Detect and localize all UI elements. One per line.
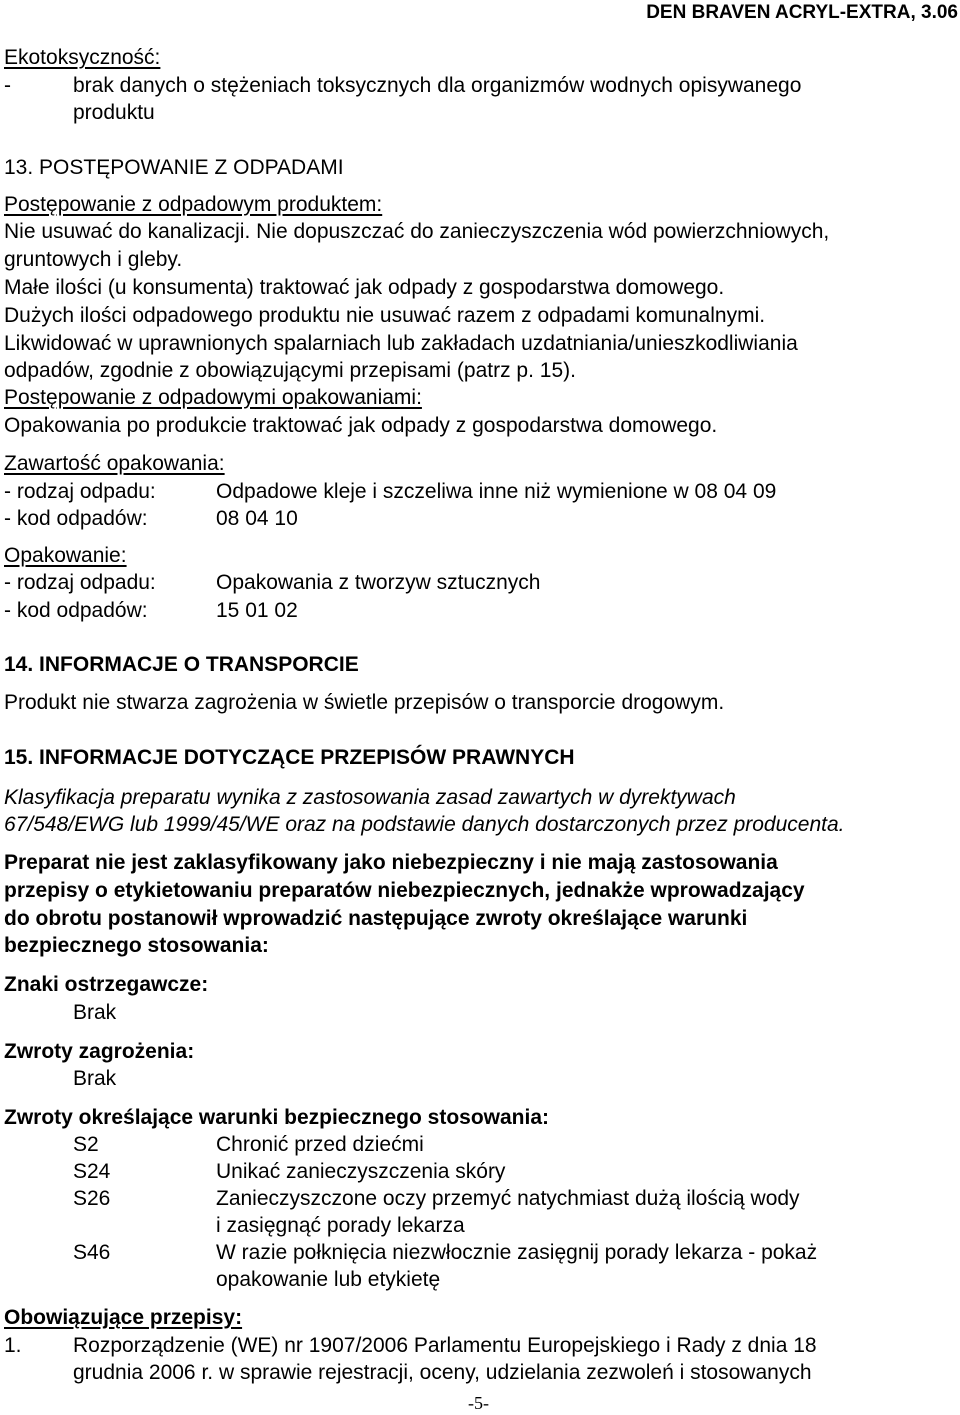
product-waste-title: Postępowanie z odpadowym produktem: xyxy=(4,193,383,216)
safety-phrase-text: Unikać zanieczyszczenia skóry xyxy=(216,1160,506,1183)
product-waste-line: Nie usuwać do kanalizacji. Nie dopuszczać do zanieczyszczenia wód powierzchniowych, xyxy=(4,220,830,243)
safety-phrase-text: Zanieczyszczone oczy przemyć natychmiast dużą ilością wody xyxy=(216,1187,800,1210)
packaging-code-label: - kod odpadów: xyxy=(4,599,148,622)
safety-phrases-title: Zwroty określające warunki bezpiecznego stosowania: xyxy=(4,1106,549,1129)
classification-statement-line: bezpiecznego stosowania: xyxy=(4,934,269,957)
packaging-type-label: - rodzaj odpadu: xyxy=(4,571,156,594)
safety-phrase-code: S24 xyxy=(73,1160,111,1183)
classification-note-line1: Klasyfikacja preparatu wynika z zastosowania zasad zawartych w dyrektywach xyxy=(4,786,736,809)
page-number: -5- xyxy=(468,1393,489,1413)
product-waste-line: Małe ilości (u konsumenta) traktować jak odpady z gospodarstwa domowego. xyxy=(4,276,725,299)
product-waste-line: gruntowych i gleby. xyxy=(4,248,183,271)
section-14-heading: 14. INFORMACJE O TRANSPORCIE xyxy=(4,653,359,676)
ecotoxicity-text-line2: produktu xyxy=(73,101,155,124)
content-type-label: - rodzaj odpadu: xyxy=(4,480,156,503)
ecotoxicity-text-line1: brak danych o stężeniach toksycznych dla organizmów wodnych opisywanego xyxy=(73,74,802,97)
risk-phrases-title: Zwroty zagrożenia: xyxy=(4,1040,195,1063)
classification-note-line2: 67/548/EWG lub 1999/45/WE oraz na podstawie danych dostarczonych przez producenta. xyxy=(4,813,845,836)
safety-phrase-code: S2 xyxy=(73,1133,99,1156)
product-waste-line: odpadów, zgodnie z obowiązującymi przepisami (patrz p. 15). xyxy=(4,359,576,382)
content-type-value: Odpadowe kleje i szczeliwa inne niż wymienione w 08 04 09 xyxy=(216,480,777,503)
classification-statement-line: przepisy o etykietowaniu preparatów niebezpiecznych, jednakże wprowadzający xyxy=(4,879,805,902)
classification-statement-line: do obrotu postanowił wprowadzić następujące zwroty określające warunki xyxy=(4,907,748,930)
packaging-code-value: 15 01 02 xyxy=(216,599,298,622)
warning-signs-value: Brak xyxy=(73,1001,117,1024)
packaging-waste-title: Postępowanie z odpadowymi opakowaniami: xyxy=(4,386,422,409)
list-dash: - xyxy=(4,74,11,97)
classification-statement-line: Preparat nie jest zaklasyfikowany jako niebezpieczny i nie mają zastosowania xyxy=(4,851,778,874)
regulation-text-line1: Rozporządzenie (WE) nr 1907/2006 Parlamentu Europejskiego i Rady z dnia 18 xyxy=(73,1334,817,1357)
safety-phrase-text: W razie połknięcia niezwłocznie zasięgnij porady lekarza - pokaż xyxy=(216,1241,818,1264)
regulations-title: Obowiązujące przepisy: xyxy=(4,1306,243,1329)
packaging-type-value: Opakowania z tworzyw sztucznych xyxy=(216,571,541,594)
regulation-text-line2: grudnia 2006 r. w sprawie rejestracji, oceny, udzielania zezwoleń i stosowanych xyxy=(73,1361,812,1384)
content-code-label: - kod odpadów: xyxy=(4,507,148,530)
safety-phrase-code: S46 xyxy=(73,1241,111,1264)
risk-phrases-value: Brak xyxy=(73,1067,117,1090)
section-13-heading: 13. POSTĘPOWANIE Z ODPADAMI xyxy=(4,156,344,179)
packaging-waste-text: Opakowania po produkcie traktować jak odpady z gospodarstwa domowego. xyxy=(4,414,718,437)
document-header-title: DEN BRAVEN ACRYL-EXTRA, 3.06 xyxy=(646,2,958,23)
transport-text: Produkt nie stwarza zagrożenia w świetle przepisów o transporcie drogowym. xyxy=(4,691,725,714)
content-code-value: 08 04 10 xyxy=(216,507,298,530)
section-15-heading: 15. INFORMACJE DOTYCZĄCE PRZEPISÓW PRAWNYCH xyxy=(4,746,575,769)
packaging-title: Opakowanie: xyxy=(4,544,127,567)
content-title: Zawartość opakowania: xyxy=(4,452,225,475)
safety-phrase-text-cont: opakowanie lub etykietę xyxy=(216,1268,441,1291)
warning-signs-title: Znaki ostrzegawcze: xyxy=(4,973,209,996)
safety-phrase-code: S26 xyxy=(73,1187,111,1210)
product-waste-line: Likwidować w uprawnionych spalarniach lub zakładach uzdatniania/unieszkodliwiania xyxy=(4,332,798,355)
ecotoxicity-title: Ekotoksyczność: xyxy=(4,46,161,69)
safety-phrase-text: Chronić przed dziećmi xyxy=(216,1133,424,1156)
safety-phrase-text-cont: i zasięgnąć porady lekarza xyxy=(216,1214,465,1237)
regulation-number: 1. xyxy=(4,1334,22,1357)
product-waste-line: Dużych ilości odpadowego produktu nie usuwać razem z odpadami komunalnymi. xyxy=(4,304,766,327)
